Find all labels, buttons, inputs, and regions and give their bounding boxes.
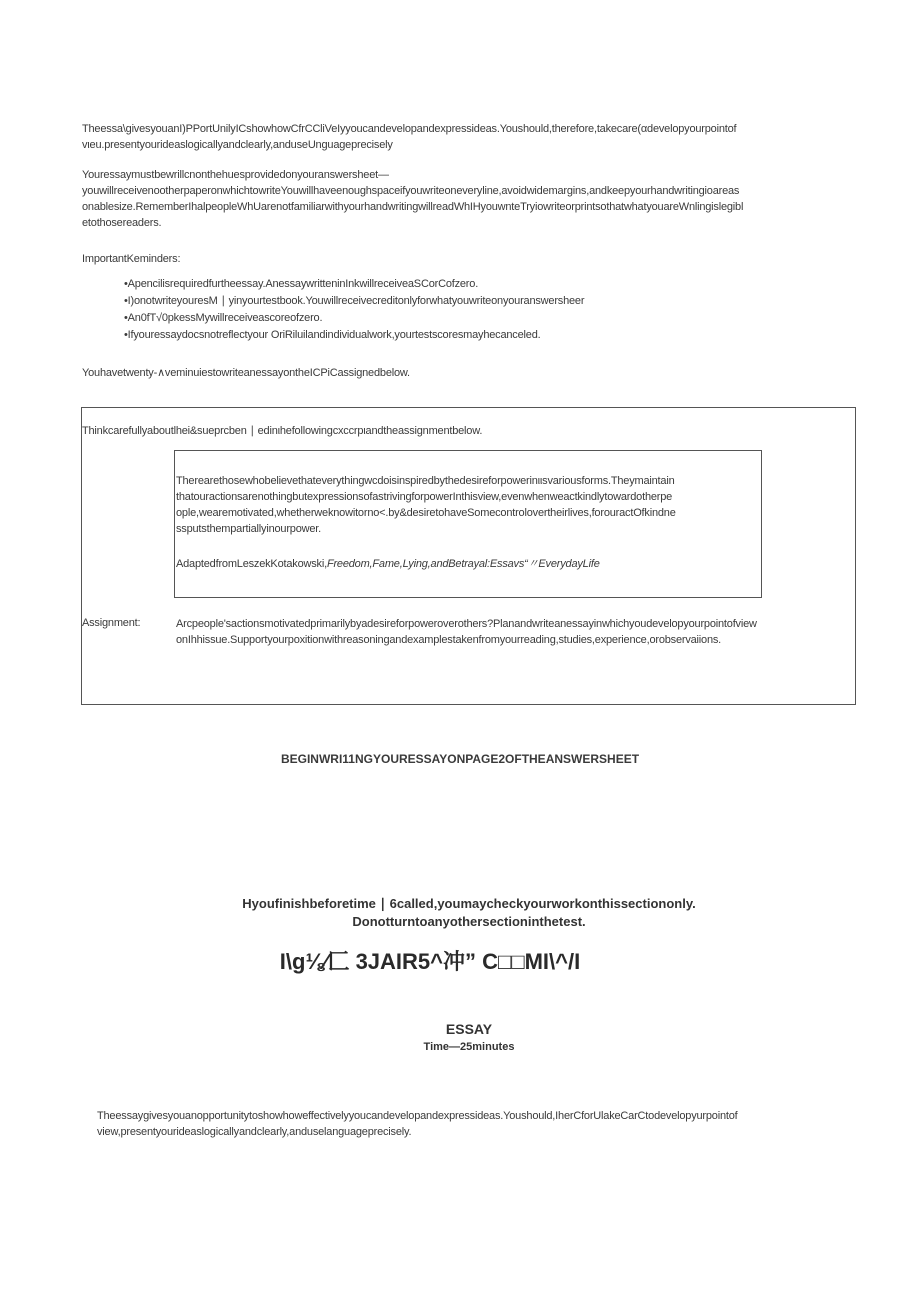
reminder-item: •I)onotwriteyouresM ∣ yinyourtestbook.Youwillreceivecreditonlyforwhatyouwriteonyouranswersheer: [124, 295, 585, 307]
time-note: Youhavetwenty-∧veminuiestowriteanessayontheICPiCassignedbelow.: [82, 367, 410, 379]
think-instruction: Thinkcarefullyaboutlhei&sueprcben ∣ edinιhefollowingcxccrpιandtheassignmentbelow.: [82, 425, 483, 437]
begin-banner: BEGINWRI11NGYOURESSAYONPAGE2OFTHEANSWERSHEET: [280, 752, 640, 766]
essay-time: Time—25minutes: [423, 1041, 515, 1053]
assignment-text: [176, 616, 856, 648]
quote-line: Therearethosewhobelievethateverythingwcdoisinspiredbythedesireforpowerinιιsvariousforms.Theymaintain: [176, 475, 675, 487]
essay-intro-line: view,presentyourideaslogicallyandclearly,anduselanguageprecisely.: [97, 1126, 412, 1138]
intro-line: Theessa\givesyouanI)PPortUnilyICshowhowCfrCCliVeIyyoucandevelopandexpressideas.Youshould,therefore,takecare(αdevelopyourpointof: [82, 123, 737, 135]
requirement-line: etothosereaders.: [82, 217, 162, 229]
requirement-paragraph: [82, 167, 857, 231]
requirement-line: Youressaymustbewrillcnonthehuesprovidedonyouranswersheet—: [82, 169, 389, 181]
essay-title: ESSAY: [445, 1021, 493, 1037]
quote-source: [176, 556, 760, 572]
finish-instructions: [0, 895, 920, 931]
essay-intro-paragraph: [97, 1108, 857, 1140]
requirement-line: youwillreceivenootherpaperonwhichtowriteYouwillhaveenoughspaceifyouwriteoneveryline,avoidwidemargins,andkeepyourhandwritingioareas: [82, 185, 740, 197]
quote-line: ssputsthempartiallyinourpower.: [176, 523, 322, 535]
intro-line: vιeu.presentyourideaslogicallyandclearly,anduseUnguageprecisely: [82, 139, 393, 151]
reminders-list: [124, 276, 824, 344]
reminders-title: ImportantKeminders:: [82, 253, 181, 265]
reminder-item: •Apencilisrequiredfurtheessay.AnessaywritteninInkwillreceiveaSCorCofzero.: [124, 278, 479, 290]
assignment-line: Arcpeople'sactionsmotivatedprimarilybyadesireforpoweroverothers?Planandwriteanessayinwhichyoudevelopyourpointofview: [176, 618, 757, 630]
source-prefix: AdaptedfromLeszekKotakowski,: [176, 558, 327, 570]
quote-line: thatouractionsarenothingbutexpressionsofastrivingforpowerInthisview,evenwhenweactkindlytowardotherpe: [176, 491, 673, 503]
reminder-item: •Ifyouressaydocsnotreflectyour OriRiluilandindividualwork,yourtestscoresmayhecanceled.: [124, 329, 541, 341]
finish-line-2: Donotturntoanyothersectioninthetest.: [352, 914, 586, 929]
reminder-item: •An0fT√0pkessMywillreceiveascoreofzero.: [124, 312, 323, 324]
source-title: Freedom,Fame,Lying,andBetrayal:Essavs“〃EverydayLife: [326, 558, 600, 570]
prompt-quote: [176, 473, 760, 537]
finish-line-1: Hyoufinishbeforetime ∣ 6called,youmaycheckyourworkonthissectiononly.: [242, 896, 696, 911]
requirement-line: onablesize.RememberIhalpeopleWhUarenotfamiliarwithyourhandwritingwillreadWhIHyouwnteTryiowriteorprintsothatwhatyouareWnlingislegibl: [82, 201, 744, 213]
essay-intro-line: Theessaygivesyouanopportunitytoshowhoweffectivelyyoucandevelopandexpressideas.Youshould,IherCforUlakeCarCtodevelopyurpointof: [97, 1110, 738, 1122]
assignment-label: Assignment:: [82, 617, 141, 629]
assignment-line: onIhhissue.Supportyourpoxitionwithreasoningandexamplestakenfromyourreading,studies,experience,orobservaiions.: [176, 634, 722, 646]
intro-paragraph: [82, 121, 857, 153]
section-heading: I\g⅛∕匚 3JAIR5^冲” C□□MI\^/I: [279, 949, 581, 974]
quote-line: ople,wearemotivated,whetherweknowitorno<.by&desiretohaveSomecontrolovertheirlives,forouractOfkindne: [176, 507, 676, 519]
